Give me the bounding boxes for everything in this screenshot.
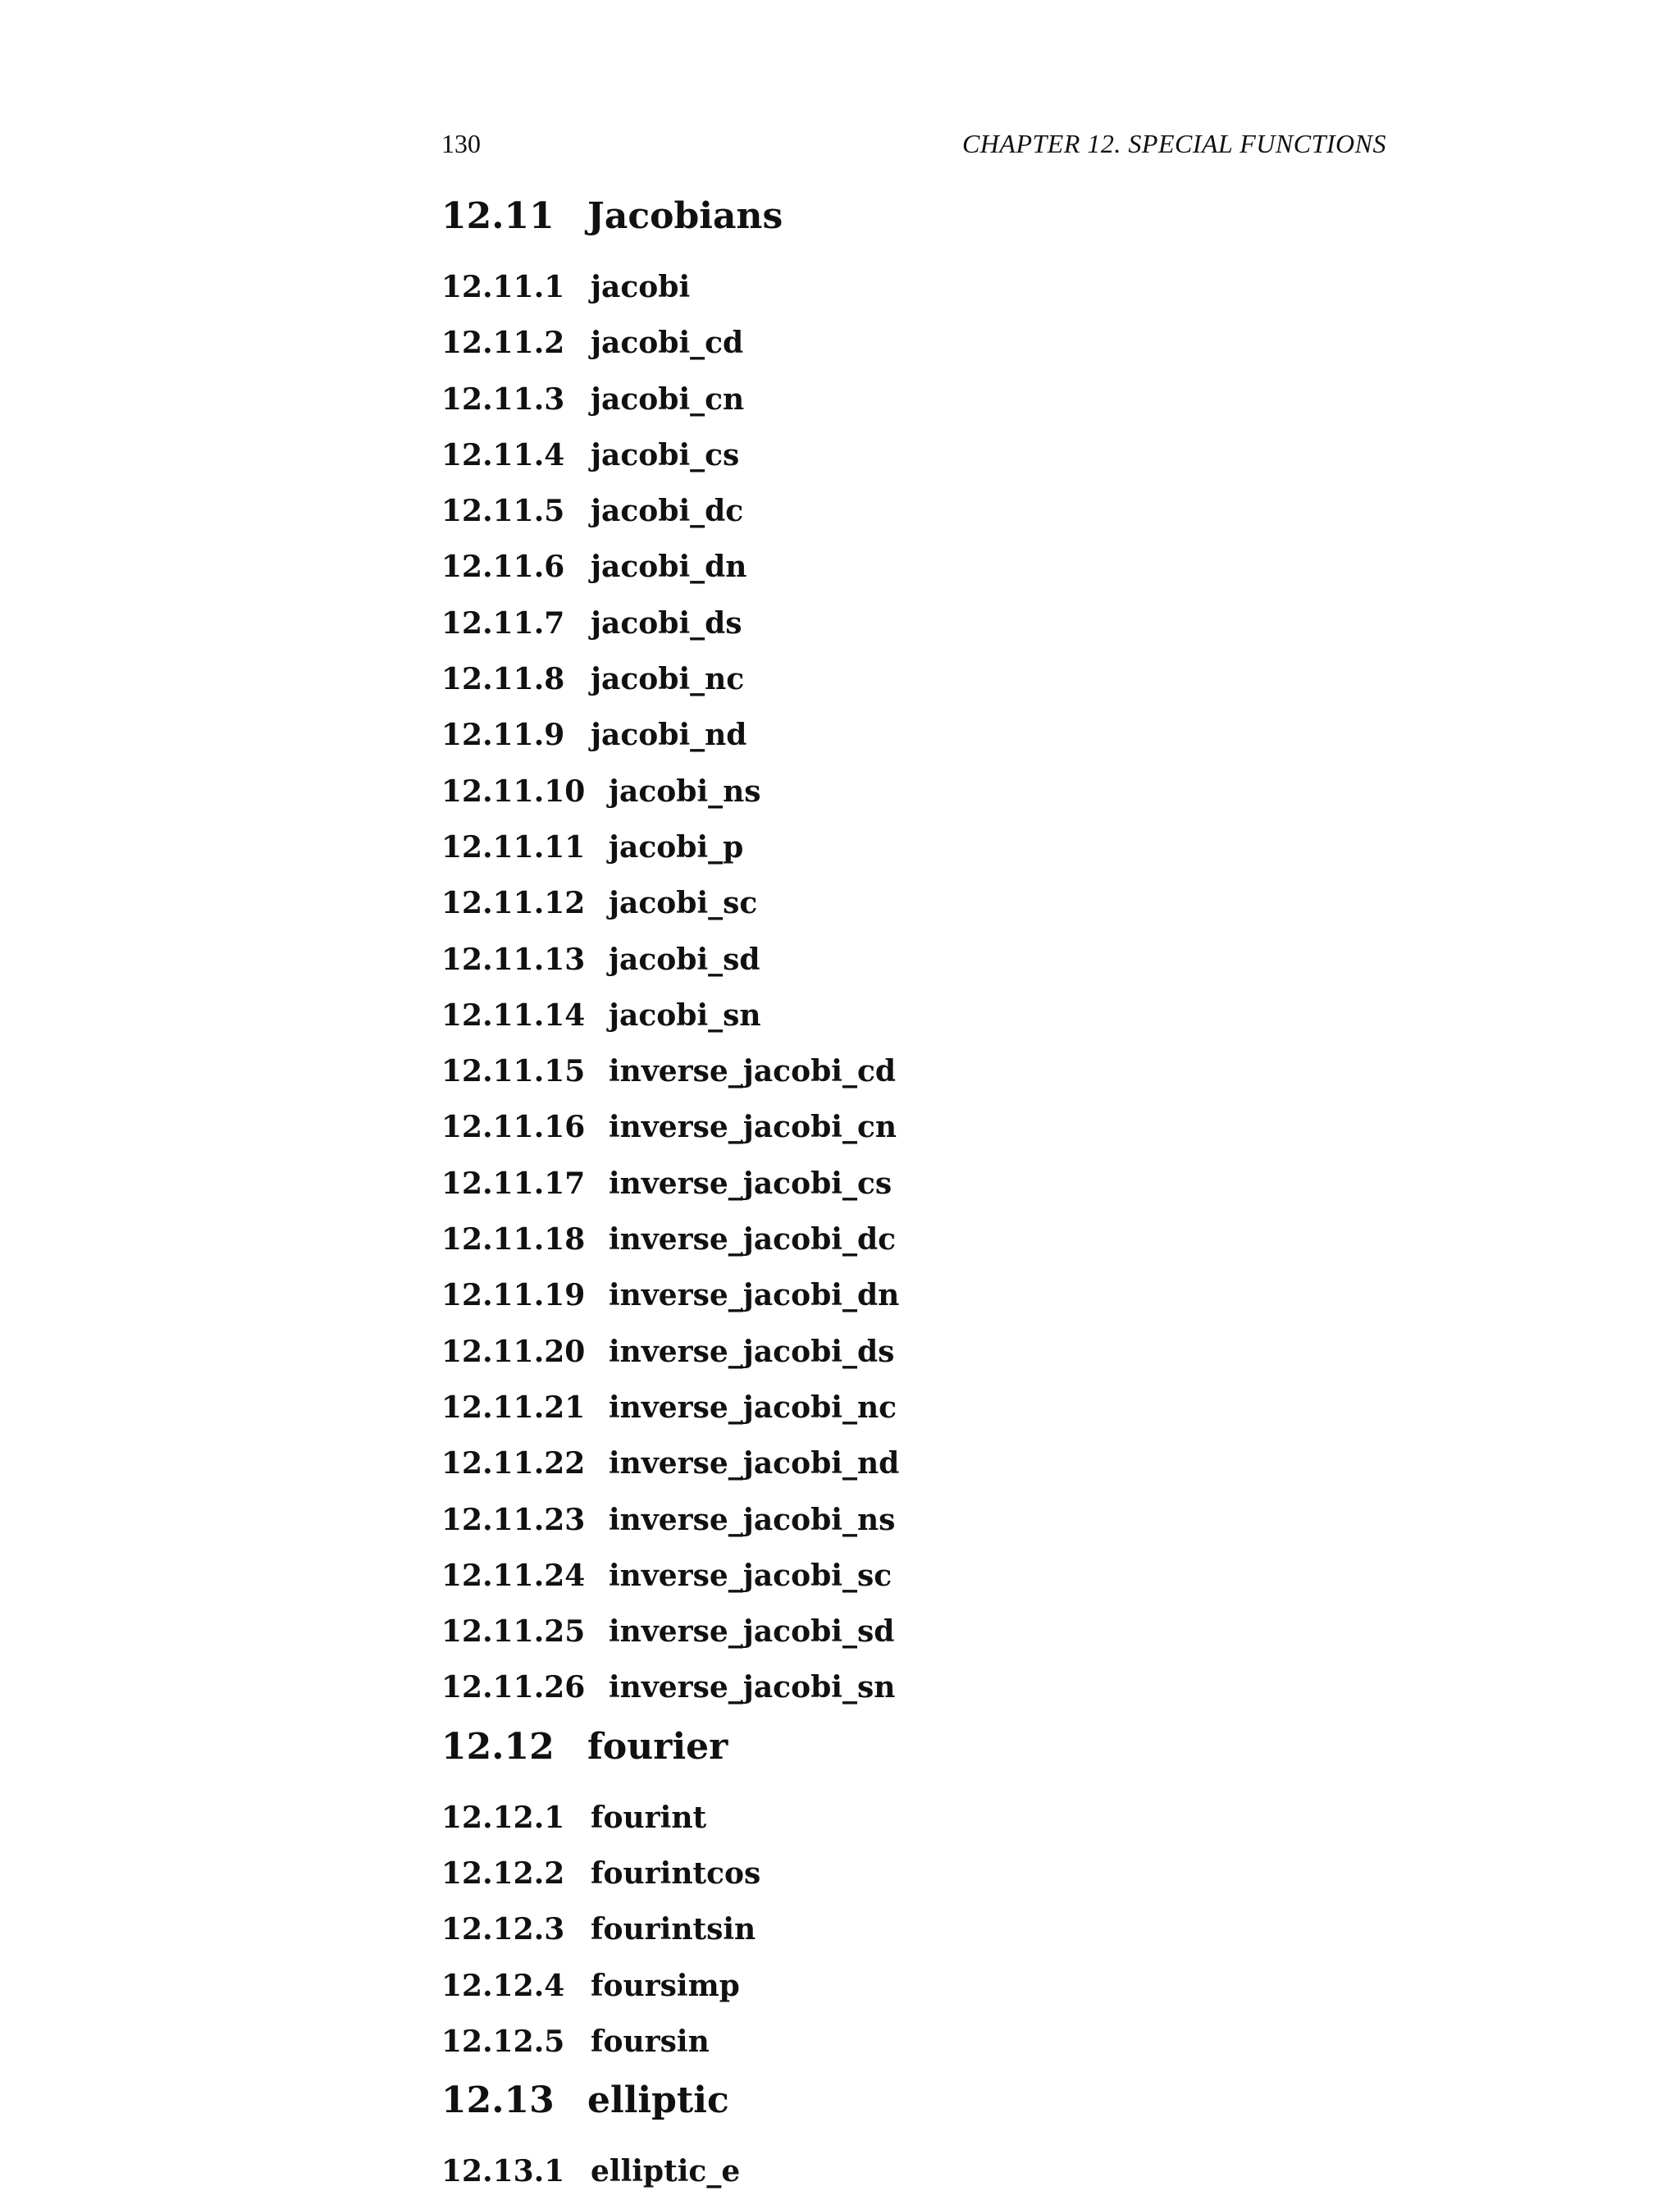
section-title: fourier: [587, 1725, 728, 1768]
subsection-number: 12.11.10: [441, 774, 586, 809]
subsection-title: inverse_jacobi_cn: [609, 1110, 897, 1145]
subsection-item: [441, 1659, 1385, 1715]
subsection-title: inverse_jacobi_dn: [609, 1278, 900, 1313]
subsection-number: 12.12.1: [441, 1800, 565, 1835]
subsection-number: 12.11.6: [441, 550, 565, 585]
subsection-title: inverse_jacobi_nc: [609, 1390, 897, 1425]
subsection-item: [441, 1492, 1385, 1548]
subsection-title: elliptic_e: [591, 2154, 741, 2189]
subsection-title: jacobi_sd: [609, 942, 760, 977]
subsection-item: [441, 932, 1385, 988]
subsection-number: 12.13.1: [441, 2154, 565, 2189]
subsection-title: jacobi_cd: [591, 326, 744, 361]
subsection-title: jacobi_ds: [591, 605, 742, 641]
subsection-item: [441, 1548, 1385, 1604]
subsection-number: 12.12.4: [441, 1968, 565, 2003]
section-heading: [441, 194, 1385, 240]
subsection-title: jacobi_dc: [591, 494, 744, 529]
subsection-number: 12.11.21: [441, 1390, 586, 1425]
subsection-number: 12.11.7: [441, 605, 565, 641]
subsection-title: inverse_jacobi_sn: [609, 1670, 896, 1705]
section-fourier: [441, 1724, 1385, 2070]
subsection-item: [441, 707, 1385, 763]
subsection-item: [441, 1267, 1385, 1323]
subsection-number: 12.11.15: [441, 1054, 586, 1089]
subsection-item: [441, 651, 1385, 707]
subsection-number: 12.11.1: [441, 270, 565, 304]
subsection-number: 12.11.16: [441, 1110, 586, 1145]
subsection-number: 12.11.5: [441, 494, 565, 529]
subsection-number: 12.11.2: [441, 326, 565, 361]
subsection-number: 12.11.11: [441, 829, 586, 865]
subsection-title: foursin: [591, 2024, 710, 2059]
subsection-number: 12.12.3: [441, 1912, 565, 1947]
subsection-title: fourint: [591, 1800, 707, 1835]
subsection-number: 12.11.20: [441, 1334, 586, 1369]
subsection-number: 12.11.12: [441, 886, 586, 921]
subsection-title: inverse_jacobi_cd: [609, 1054, 897, 1089]
subsection-number: 12.11.3: [441, 381, 565, 417]
subsection-number: 12.11.13: [441, 942, 586, 977]
page-content: [441, 194, 1385, 2200]
subsection-item: [441, 1958, 1385, 2014]
subsection-title: inverse_jacobi_ds: [609, 1334, 895, 1369]
section-number: 12.11: [441, 195, 555, 237]
subsection-item: [441, 483, 1385, 539]
section-number: 12.13: [441, 2079, 555, 2122]
section-title: elliptic: [587, 2079, 729, 2122]
page-number: 130: [441, 129, 481, 158]
subsection-title: inverse_jacobi_sd: [609, 1614, 895, 1650]
subsection-title: fourintcos: [591, 1856, 761, 1892]
subsection-title: inverse_jacobi_dc: [609, 1222, 897, 1257]
subsection-item: [441, 596, 1385, 651]
subsection-number: 12.11.18: [441, 1222, 586, 1257]
subsection-title: jacobi_dn: [591, 550, 747, 585]
subsection-title: jacobi_sn: [609, 997, 761, 1033]
subsection-number: 12.11.14: [441, 997, 586, 1033]
subsection-title: jacobi: [591, 270, 691, 304]
subsection-number: 12.12.2: [441, 1856, 565, 1892]
subsection-item: [441, 2143, 1385, 2199]
subsection-item: [441, 539, 1385, 595]
subsection-number: 12.11.23: [441, 1502, 586, 1537]
subsection-item: [441, 988, 1385, 1043]
subsection-number: 12.12.5: [441, 2024, 565, 2059]
subsection-title: jacobi_nc: [591, 662, 745, 697]
subsection-item: [441, 1043, 1385, 1099]
subsection-item: [441, 1901, 1385, 1957]
section-elliptic: [441, 2078, 1385, 2199]
subsection-title: jacobi_cs: [591, 437, 740, 472]
running-head: CHAPTER 12. SPECIAL FUNCTIONS: [961, 129, 1386, 158]
subsection-number: 12.11.4: [441, 437, 565, 472]
subsection-item: [441, 1846, 1385, 1901]
section-title: Jacobians: [587, 195, 783, 237]
subsection-number: 12.11.22: [441, 1446, 586, 1481]
subsection-title: jacobi_ns: [609, 774, 761, 809]
section-number: 12.12: [441, 1725, 555, 1768]
section-jacobians: [441, 194, 1385, 1716]
subsection-item: [441, 1604, 1385, 1659]
subsection-number: 12.11.9: [441, 718, 565, 753]
subsection-title: inverse_jacobi_ns: [609, 1502, 896, 1537]
subsection-item: [441, 1212, 1385, 1267]
subsection-number: 12.11.25: [441, 1614, 586, 1650]
subsection-title: inverse_jacobi_cs: [609, 1166, 892, 1201]
subsection-number: 12.11.26: [441, 1670, 586, 1705]
subsection-item: [441, 259, 1385, 315]
subsection-number: 12.11.24: [441, 1558, 586, 1593]
subsection-item: [441, 1324, 1385, 1380]
subsection-item: [441, 1790, 1385, 1846]
subsection-title: jacobi_cn: [591, 381, 745, 417]
subsection-item: [441, 427, 1385, 483]
subsection-item: [441, 1435, 1385, 1491]
subsection-title: inverse_jacobi_nd: [609, 1446, 900, 1481]
subsection-item: [441, 1156, 1385, 1212]
subsection-item: [441, 315, 1385, 371]
subsection-item: [441, 764, 1385, 819]
section-heading: [441, 2078, 1385, 2124]
subsection-title: foursimp: [591, 1968, 740, 2003]
subsection-number: 12.11.8: [441, 662, 565, 697]
subsection-title: jacobi_nd: [591, 718, 747, 753]
subsection-item: [441, 875, 1385, 931]
subsection-item: [441, 1099, 1385, 1155]
subsection-item: [441, 819, 1385, 875]
subsection-item: [441, 372, 1385, 427]
subsection-number: 12.11.19: [441, 1278, 586, 1313]
subsection-title: inverse_jacobi_sc: [609, 1558, 892, 1593]
subsection-item: [441, 1380, 1385, 1435]
subsection-number: 12.11.17: [441, 1166, 586, 1201]
subsection-item: [441, 2014, 1385, 2070]
subsection-title: jacobi_sc: [609, 886, 758, 921]
subsection-title: fourintsin: [591, 1912, 756, 1947]
subsection-title: jacobi_p: [609, 829, 744, 865]
section-heading: [441, 1724, 1385, 1770]
